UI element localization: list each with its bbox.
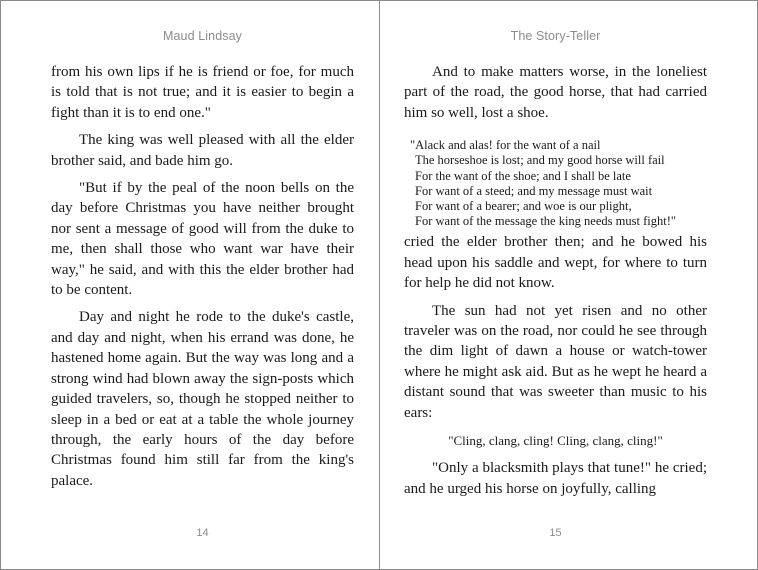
left-page-text [51, 62, 354, 498]
poem-stanza [410, 138, 707, 229]
paragraph: "But if by the peal of the noon bells on the day before Christmas you have neither brought nor sent a message of good will from the duke to me, then shall those who want war have their way," he said, and with this the elder brother had to be content. [51, 180, 354, 299]
paragraph: cried the elder brother then; and he bowed his head upon his saddle and wept, for where to turn for help he did not know. [404, 234, 707, 292]
left-page[interactable] [51, 0, 354, 570]
poem-line: The horseshoe is lost; and my good horse will fail [415, 153, 665, 168]
paragraph: "Only a blacksmith plays that tune!" he cried; and he urged his horse on joyfully, calling [404, 460, 707, 497]
right-page-number: 15 [549, 527, 562, 539]
left-running-head: Maud Lindsay [162, 29, 243, 43]
right-page-text [404, 62, 707, 506]
poem-line: For the want of the shoe; and I shall be late [415, 168, 631, 183]
paragraph: Day and night he rode to the duke's castle, and day and night, when his errand was done, he hastened home again. But the way was long and a strong wind had blown away the sign-posts which guided travelers, so, though he stopped neither to sleep in a bed or eat at a table the whole journey through, the early hours of the day before Christmas found him still far from the king's palace. [51, 309, 354, 489]
paragraph: The sun had not yet risen and no other traveler was on the road, nor could he see through the dim light of dawn a house or watch-tower where he might ask aid. But as he wept he heard a distant sound that was sweeter than music to his ears: [404, 302, 707, 421]
poem-line: For want of a steed; and my message must wait [415, 183, 653, 198]
page-gutter [379, 0, 380, 570]
poem-line: For want of the message the king needs must fight!" [415, 214, 676, 229]
right-page[interactable] [404, 0, 707, 570]
poem-line: "Alack and alas! for the want of a nail [410, 138, 601, 153]
song-line: "Cling, clang, cling! Cling, clang, cling!" [448, 433, 663, 449]
left-page-number: 14 [196, 527, 209, 539]
paragraph: And to make matters worse, in the loneliest part of the road, the good horse, that had carried him so well, lost a shoe. [404, 64, 707, 121]
right-running-head: The Story-Teller [510, 29, 601, 43]
poem-line: For want of a bearer; and woe is our plight, [415, 199, 632, 214]
paragraph: The king was well pleased with all the elder brother said, and bade him go. [51, 132, 354, 169]
paragraph: from his own lips if he is friend or foe, for much is told that is not true; and it is easier to begin a fight than it is to end one." [51, 64, 354, 121]
